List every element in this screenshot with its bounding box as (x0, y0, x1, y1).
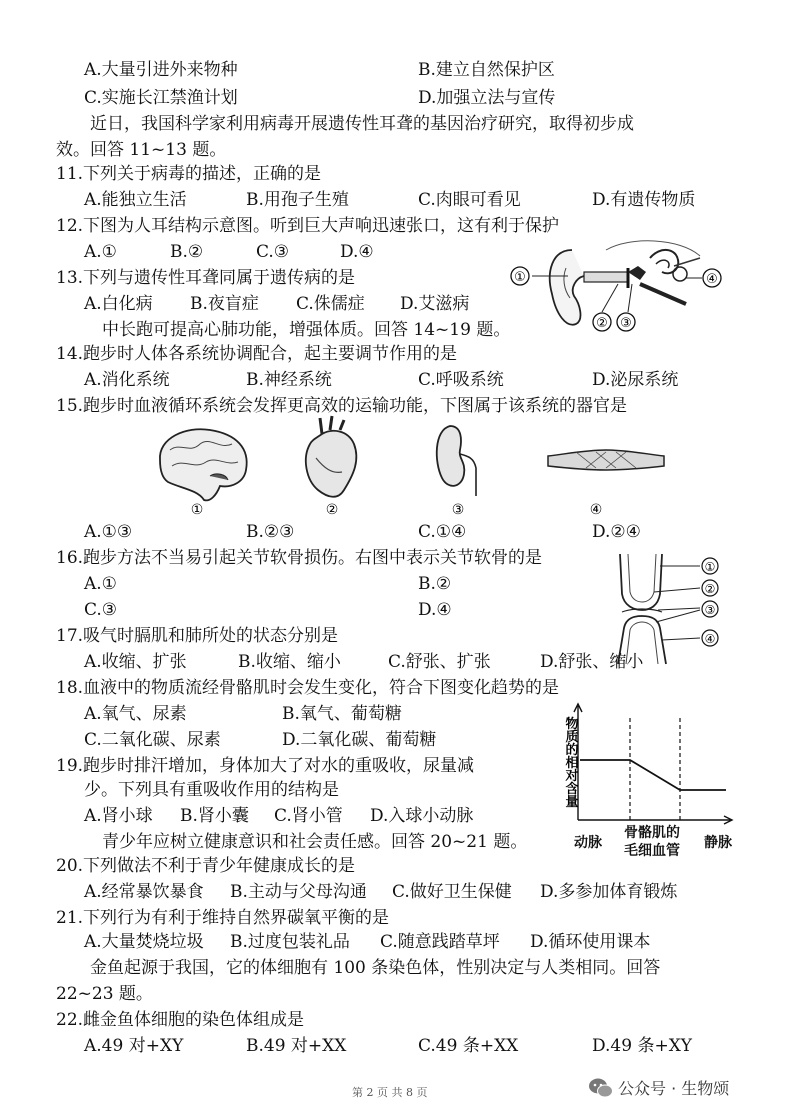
q10-option-d: D.加强立法与宣传 (418, 88, 556, 108)
q18-option-b: B.氧气、葡萄糖 (282, 704, 402, 724)
q16-option-d: D.④ (418, 600, 452, 620)
q10-option-a: A.大量引进外来物种 (84, 60, 238, 80)
kidney-figure (430, 416, 490, 520)
q17-option-b: B.收缩、缩小 (238, 652, 341, 672)
q16-option-a: A.① (84, 574, 117, 594)
joint-label-1: ① (704, 560, 716, 574)
intro-22-line2: 22~23 题。 (56, 984, 153, 1004)
ear-structure-diagram (510, 238, 730, 336)
q22-stem: 22.雌金鱼体细胞的染色体组成是 (56, 1010, 305, 1030)
ear-label-2: ② (596, 316, 608, 331)
q19-option-a: A.肾小球 (84, 806, 153, 826)
q12-stem: 12.下图为人耳结构示意图。听到巨大声响迅速张口，这有利于保护 (56, 216, 560, 236)
q15-option-c: C.①④ (418, 522, 467, 542)
intro-11-line1: 近日，我国科学家利用病毒开展遗传性耳聋的基因治疗研究，取得初步成 (90, 114, 634, 134)
q22-option-c: C.49 条+XX (418, 1036, 519, 1056)
watermark: 公众号 · 生物颂 (618, 1079, 730, 1098)
q20-stem: 20.下列做法不利于青少年健康成长的是 (56, 856, 356, 876)
q20-option-d: D.多参加体育锻炼 (540, 882, 678, 902)
q20-option-c: C.做好卫生保健 (392, 882, 512, 902)
q16-option-b: B.② (418, 574, 452, 594)
intro-11-line2: 效。回答 11~13 题。 (56, 140, 227, 160)
chart-xlabel-vein: 静脉 (704, 835, 732, 851)
brain-figure (150, 420, 260, 520)
q12-option-d: D.④ (340, 242, 374, 262)
q22-option-a: A.49 对+XY (84, 1036, 184, 1056)
ear-label-4: ④ (706, 272, 718, 287)
q20-option-a: A.经常暴饮暴食 (84, 882, 204, 902)
q13-stem: 13.下列与遗传性耳聋同属于遗传病的是 (56, 268, 356, 288)
q21-stem: 21.下列行为有利于维持自然界碳氧平衡的是 (56, 908, 390, 928)
q20-option-b: B.主动与父母沟通 (230, 882, 367, 902)
joint-label-3: ③ (704, 603, 716, 617)
vessel-figure (546, 440, 666, 520)
page-number: 第 2 页 共 8 页 (352, 1086, 428, 1099)
intro-22-line1: 金鱼起源于我国，它的体细胞有 100 条染色体，性别决定与人类相同。回答 (90, 958, 661, 978)
intro-14: 中长跑可提高心肺功能，增强体质。回答 14~19 题。 (102, 320, 511, 340)
q15-stem: 15.跑步时血液循环系统会发挥更高效的运输功能，下图属于该系统的器官是 (56, 396, 628, 416)
q13-option-c: C.侏儒症 (296, 294, 365, 314)
q21-option-a: A.大量焚烧垃圾 (84, 932, 204, 952)
q11-option-a: A.能独立生活 (84, 190, 187, 210)
chart-xlabel-capillary: 毛细血管 (624, 843, 680, 859)
q19-stem-line2: 少。下列具有重吸收作用的结构是 (84, 780, 339, 800)
joint-label-2: ② (704, 582, 716, 596)
q21-option-d: D.循环使用课本 (530, 932, 651, 952)
q22-option-b: B.49 对+XX (246, 1036, 347, 1056)
organ-label-2: ② (325, 502, 339, 518)
q19-option-c: C.肾小管 (274, 806, 343, 826)
q14-option-d: D.泌尿系统 (592, 370, 679, 390)
q15-option-a: A.①③ (84, 522, 133, 542)
q10-option-c: C.实施长江禁渔计划 (84, 88, 238, 108)
ear-label-1: ① (514, 270, 526, 285)
q12-option-b: B.② (170, 242, 204, 262)
q11-option-b: B.用孢子生殖 (246, 190, 349, 210)
q18-option-c: C.二氧化碳、尿素 (84, 730, 221, 750)
q13-option-a: A.白化病 (84, 294, 153, 314)
organ-label-3: ③ (451, 502, 465, 518)
q14-option-a: A.消化系统 (84, 370, 170, 390)
q15-option-b: B.②③ (246, 522, 295, 542)
q16-stem: 16.跑步方法不当易引起关节软骨损伤。右图中表示关节软骨的是 (56, 548, 543, 568)
q13-option-d: D.艾滋病 (400, 294, 470, 314)
chart-xlabel-muscle: 骨骼肌的 (624, 825, 680, 841)
q21-option-b: B.过度包装礼品 (230, 932, 350, 952)
joint-label-4: ④ (704, 632, 716, 646)
ear-label-3: ③ (620, 316, 632, 331)
q21-option-c: C.随意践踏草坪 (380, 932, 500, 952)
q16-option-c: C.③ (84, 600, 118, 620)
q17-option-c: C.舒张、扩张 (388, 652, 491, 672)
q18-option-d: D.二氧化碳、葡萄糖 (282, 730, 437, 750)
q12-option-c: C.③ (256, 242, 290, 262)
chart-xlabel-artery: 动脉 (574, 835, 602, 851)
q11-stem: 11.下列关于病毒的描述，正确的是 (56, 164, 322, 184)
q18-stem: 18.血液中的物质流经骨骼肌时会发生变化，符合下图变化趋势的是 (56, 678, 560, 698)
organ-label-1: ① (190, 502, 204, 518)
intro-20: 青少年应树立健康意识和社会责任感。回答 20~21 题。 (102, 832, 528, 852)
q11-option-d: D.有遗传物质 (592, 190, 696, 210)
q10-option-b: B.建立自然保护区 (418, 60, 555, 80)
heart-figure (296, 414, 376, 520)
q12-option-a: A.① (84, 242, 117, 262)
q17-option-a: A.收缩、扩张 (84, 652, 187, 672)
q17-stem: 17.吸气时膈肌和肺所处的状态分别是 (56, 626, 339, 646)
q11-option-c: C.肉眼可看见 (418, 190, 521, 210)
q13-option-b: B.夜盲症 (190, 294, 259, 314)
q18-option-a: A.氧气、尿素 (84, 704, 187, 724)
organ-label-4: ④ (589, 502, 603, 518)
q14-option-b: B.神经系统 (246, 370, 332, 390)
q19-option-d: D.入球小动脉 (370, 806, 474, 826)
q22-option-d: D.49 条+XY (592, 1036, 693, 1056)
q15-option-d: D.②④ (592, 522, 641, 542)
q17-option-d: D.舒张、缩小 (540, 652, 644, 672)
q19-option-b: B.肾小囊 (180, 806, 249, 826)
wechat-icon (588, 1076, 614, 1100)
q14-stem: 14.跑步时人体各系统协调配合，起主要调节作用的是 (56, 344, 458, 364)
chart-ylabel: 物质的相对含量 (562, 716, 578, 808)
q14-option-c: C.呼吸系统 (418, 370, 504, 390)
q19-stem-line1: 19.跑步时排汗增加，身体加大了对水的重吸收，尿量减 (56, 756, 475, 776)
